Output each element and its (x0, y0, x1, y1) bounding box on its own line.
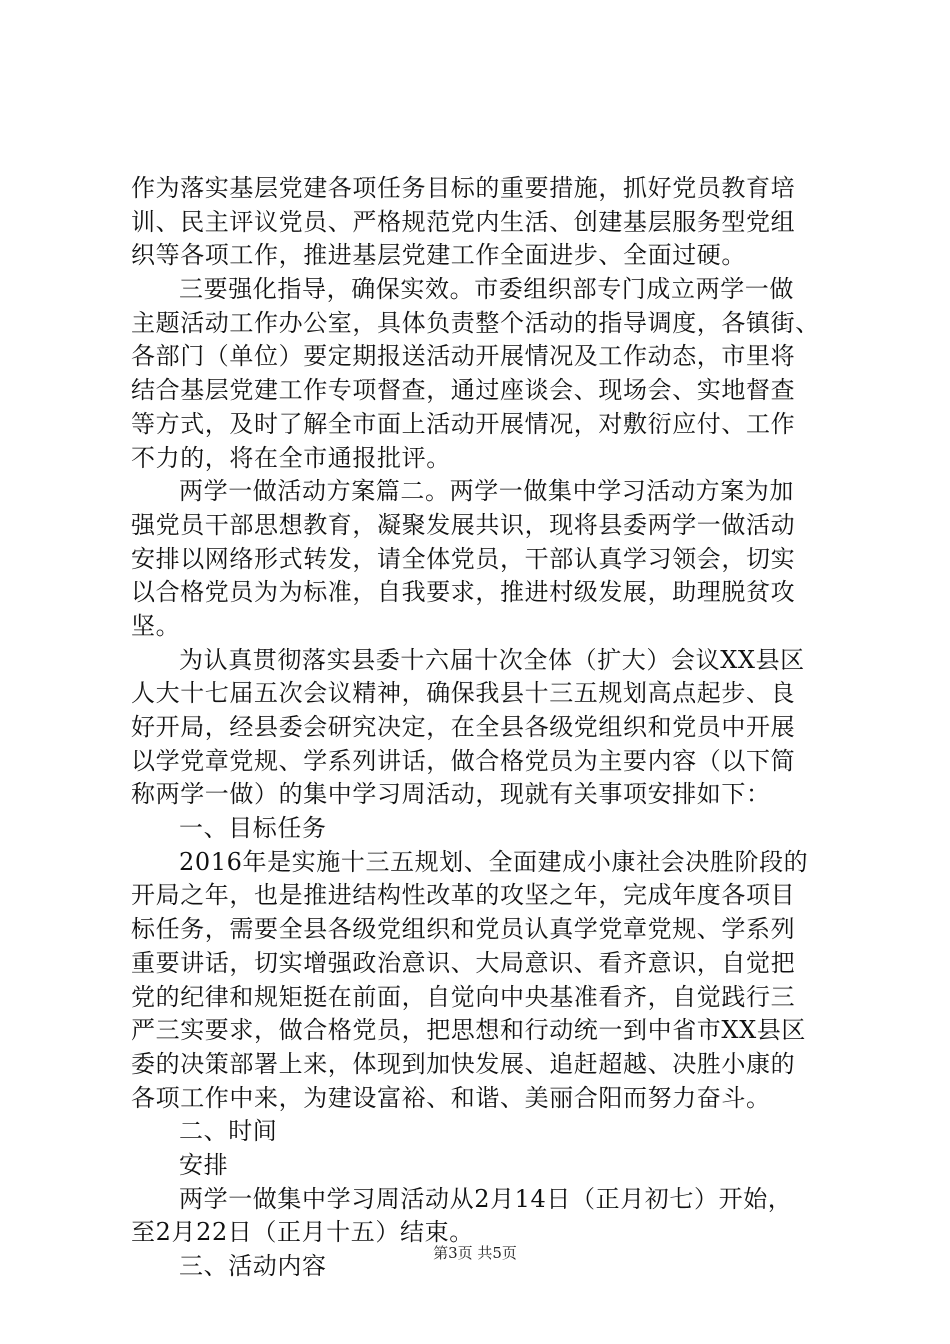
text-line: 坚。 (131, 611, 181, 640)
text-line: 以合格党员为为标准，自我要求，推进村级发展，助理脱贫攻 (131, 578, 796, 607)
section-heading: 二、时间 (179, 1117, 278, 1146)
section-heading: 安排 (179, 1150, 229, 1179)
text-line: 两学一做活动方案篇二。两学一做集中学习活动方案为加 (179, 477, 794, 506)
text-line: 标任务，需要全县各级党组织和党员认真学党章党规、学系列 (131, 915, 796, 944)
text-line: 开局之年，也是推进结构性改革的攻坚之年，完成年度各项目 (131, 881, 796, 910)
text-line: 2016年是实施十三五规划、全面建成小康社会决胜阶段的 (179, 847, 809, 876)
text-line: 强党员干部思想教育，凝聚发展共识，现将县委两学一做活动 (131, 510, 796, 539)
text-line: 严三实要求，做合格党员，把思想和行动统一到中省市XX县区 (131, 1016, 806, 1045)
text-line: 主题活动工作办公室，具体负责整个活动的指导调度，各镇街、 (131, 308, 820, 337)
text-line: 织等各项工作，推进基层党建工作全面进步、全面过硬。 (131, 241, 746, 270)
text-line: 人大十七届五次会议精神，确保我县十三五规划高点起步、良 (131, 679, 796, 708)
text-line: 安排以网络形式转发，请全体党员，干部认真学习领会，切实 (131, 544, 796, 573)
page-footer (0, 1243, 950, 1263)
text-line: 结合基层党建工作专项督查，通过座谈会、现场会、实地督查 (131, 376, 796, 405)
text-line: 两学一做集中学习周活动从2月14日（正月初七）开始， (179, 1184, 793, 1213)
text-line: 党的纪律和规矩挺在前面，自觉向中央基准看齐，自觉践行三 (131, 982, 796, 1011)
text-line: 为认真贯彻落实县委十六届十次全体（扩大）会议XX县区 (179, 645, 805, 674)
text-line: 各部门（单位）要定期报送活动开展情况及工作动态，市里将 (131, 342, 796, 371)
text-line: 以学党章党规、学系列讲话，做合格党员为主要内容（以下简 (131, 746, 796, 775)
text-line: 称两学一做）的集中学习周活动，现就有关事项安排如下： (131, 780, 771, 809)
text-line: 委的决策部署上来，体现到加快发展、追赶超越、决胜小康的 (131, 1049, 796, 1078)
text-line: 好开局，经县委会研究决定，在全县各级党组织和党员中开展 (131, 713, 796, 741)
page-indicator: 第3页 共5页 (433, 1244, 517, 1262)
text-line: 重要讲话，切实增强政治意识、大局意识、看齐意识，自觉把 (131, 948, 796, 977)
text-line: 作为落实基层党建各项任务目标的重要措施，抓好党员教育培 (131, 174, 796, 202)
text-line: 至2月22日（正月十五）结束。 (131, 1218, 474, 1247)
document-body (131, 172, 841, 1284)
text-line: 三要强化指导，确保实效。市委组织部专门成立两学一做 (179, 275, 794, 304)
text-line: 不力的，将在全市通报批评。 (131, 443, 451, 472)
text-line: 各项工作中来，为建设富裕、和谐、美丽合阳而努力奋斗。 (131, 1083, 771, 1112)
text-line: 等方式，及时了解全市面上活动开展情况，对敷衍应付、工作 (131, 409, 796, 438)
section-heading: 一、目标任务 (179, 814, 327, 843)
text-line: 训、民主评议党员、严格规范党内生活、创建基层服务型党组 (131, 207, 796, 236)
section-heading: 三、活动内容 (179, 1252, 327, 1280)
